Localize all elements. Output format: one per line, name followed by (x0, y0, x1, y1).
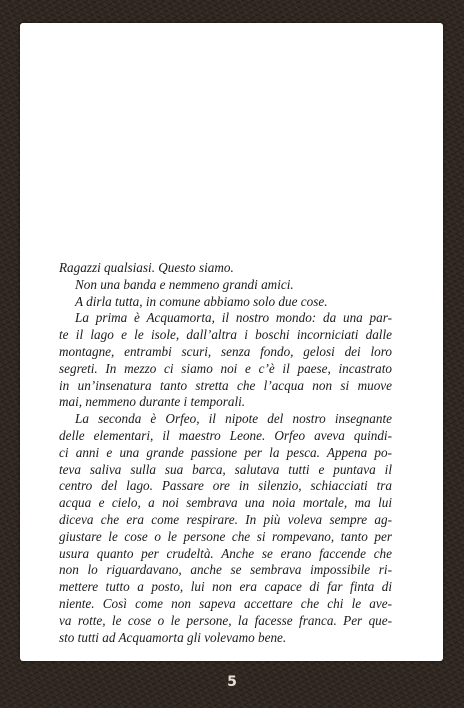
text-line: giustare le cose o le persone che si rompevano, tanto per (59, 528, 392, 544)
text-line: La seconda è Orfeo, il nipote del nostro insegnante (75, 411, 392, 427)
paragraph-5 (59, 411, 392, 646)
text-line: teva saliva sulla sua barca, salutava tutti e puntava il (59, 461, 392, 477)
text-line: diceva che era come respirare. In più voleva sempre ag- (59, 511, 392, 527)
text-line: mai, nemmeno durante i temporali. (59, 394, 246, 410)
text-line: montagne, entrambi scuri, senza fondo, gelosi dei loro (59, 343, 392, 359)
text-line: va rotte, le cose o le persone, la facesse franca. Per que- (59, 612, 392, 628)
paragraph-3 (59, 294, 392, 311)
text-line: te il lago e le isole, dall’altra i boschi incorniciati dalle (59, 327, 392, 343)
text-line: usura quanto per crudeltà. Anche se erano faccende che (59, 545, 392, 561)
text-line: centro del lago. Passare ore in silenzio, schiacciati tra (59, 478, 392, 494)
text-line: A dirla tutta, in comune abbiamo solo due cose. (75, 293, 328, 309)
page-number: 5 (227, 674, 237, 690)
text-line: Non una banda e nemmeno grandi amici. (75, 276, 294, 292)
text-line: sto tutti ad Acquamorta gli volevamo bene. (59, 629, 287, 645)
paragraph-4 (59, 310, 392, 411)
paragraph-1 (59, 260, 392, 277)
text-line: acqua e cielo, a noi sembrava una noia mortale, ma lui (59, 495, 392, 511)
text-line: non lo riguardavano, anche se sembrava impossibile ri- (59, 562, 392, 578)
text-line: La prima è Acquamorta, il nostro mondo: da una par- (75, 310, 392, 326)
text-line: Ragazzi qualsiasi. Questo siamo. (59, 260, 234, 275)
text-line: mettere tutto a posto, lui non era capace di far finta di (59, 579, 392, 595)
text-line: in un’insenatura tanto stretta che l’acqua non si muove (59, 377, 392, 393)
paragraph-2 (59, 277, 392, 294)
text-line: segreti. In mezzo ci siamo noi e c’è il paese, incastrato (59, 360, 392, 376)
body-text (59, 260, 392, 646)
text-line: niente. Così come non sapeva accettare che chi le ave- (59, 595, 392, 611)
text-line: ci anni e una grande passione per la pesca. Appena po- (59, 444, 392, 460)
text-line: delle elementari, il maestro Leone. Orfeo aveva quindi- (59, 427, 392, 443)
